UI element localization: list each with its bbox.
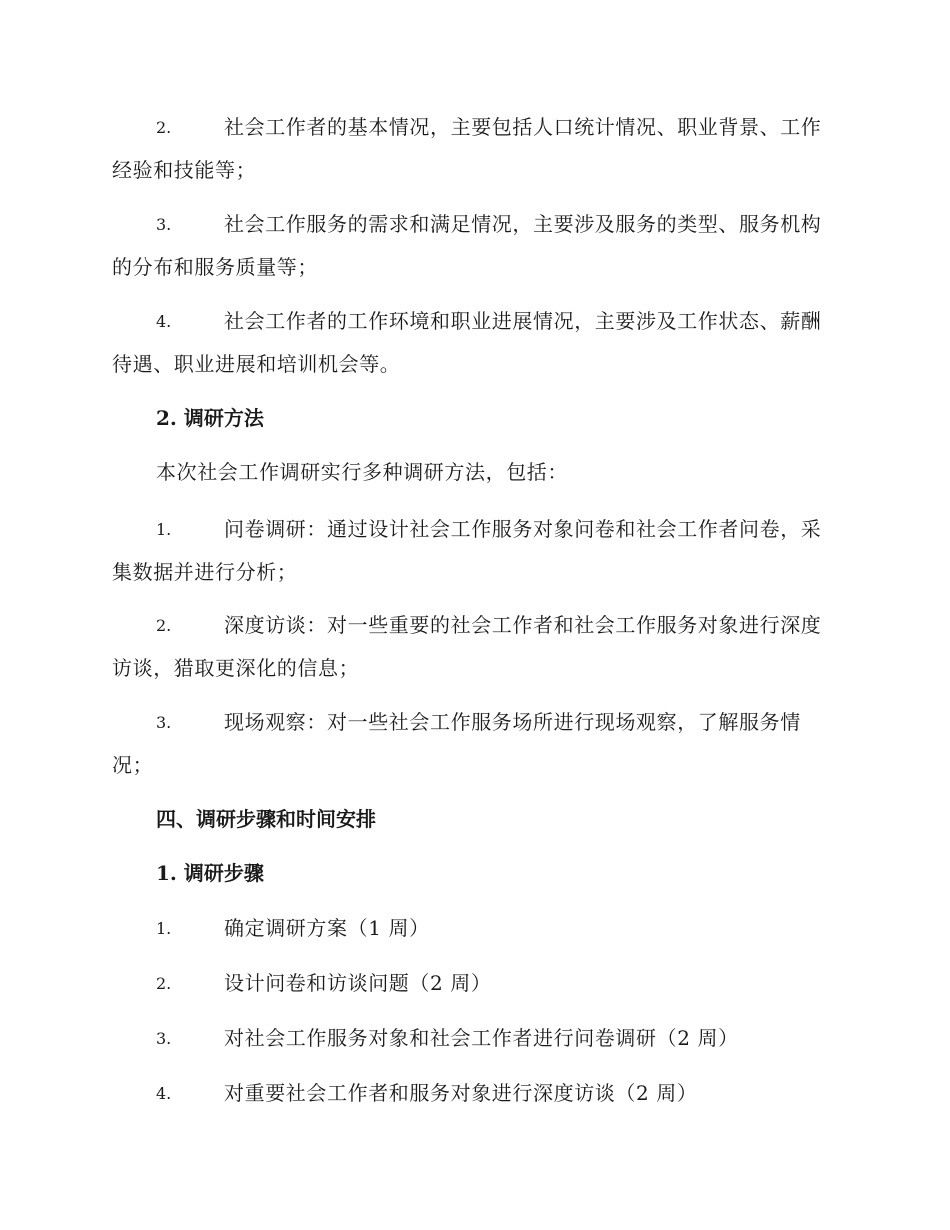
step-item (112, 1017, 834, 1060)
list-number: 1. (156, 520, 172, 539)
step-item (112, 907, 834, 950)
methods-intro: 本次社会工作调研实行多种调研方法，包括： (156, 460, 568, 484)
list-number: 3. (156, 215, 172, 234)
list-text: 社会工作者的工作环境和职业进展情况，主要涉及工作状态、薪酬待遇、职业进展和培训机会等。 (112, 309, 822, 376)
list-text: 社会工作者的基本情况，主要包括人口统计情况、职业背景、工作经验和技能等； (112, 115, 822, 182)
list-text: 社会工作服务的需求和满足情况，主要涉及服务的类型、服务机构的分布和服务质量等； (112, 212, 822, 279)
list-number: 2. (156, 118, 172, 137)
sub-heading-steps: 1. 调研步骤 (156, 861, 264, 885)
list-text: 深度访谈：对一些重要的社会工作者和社会工作服务对象进行深度访谈，猎取更深化的信息； (112, 613, 822, 680)
list-item (112, 203, 834, 289)
list-item (112, 300, 834, 386)
list-number: 2. (156, 616, 172, 635)
list-text: 问卷调研：通过设计社会工作服务对象问卷和社会工作者问卷，采集数据并进行分析； (112, 517, 822, 584)
section-heading-methods: 2. 调研方法 (156, 406, 264, 430)
list-number: 4. (156, 312, 172, 331)
step-number: 3. (156, 1029, 172, 1048)
list-item (112, 106, 834, 192)
list-number: 3. (156, 713, 172, 732)
list-item (112, 604, 834, 690)
step-number: 4. (156, 1084, 172, 1103)
step-text: 确定调研方案（1 周） (224, 916, 430, 940)
step-text: 设计问卷和访谈问题（2 周） (224, 971, 492, 995)
step-text: 对社会工作服务对象和社会工作者进行问卷调研（2 周） (224, 1026, 739, 1050)
list-item (112, 701, 834, 787)
step-item (112, 1072, 834, 1115)
list-item (112, 508, 834, 594)
section-heading-steps: 四、调研步骤和时间安排 (156, 807, 376, 831)
list-text: 现场观察：对一些社会工作服务场所进行现场观察，了解服务情况； (112, 710, 801, 777)
step-text: 对重要社会工作者和服务对象进行深度访谈（2 周） (224, 1081, 698, 1105)
step-number: 1. (156, 919, 172, 938)
step-item (112, 962, 834, 1005)
step-number: 2. (156, 974, 172, 993)
